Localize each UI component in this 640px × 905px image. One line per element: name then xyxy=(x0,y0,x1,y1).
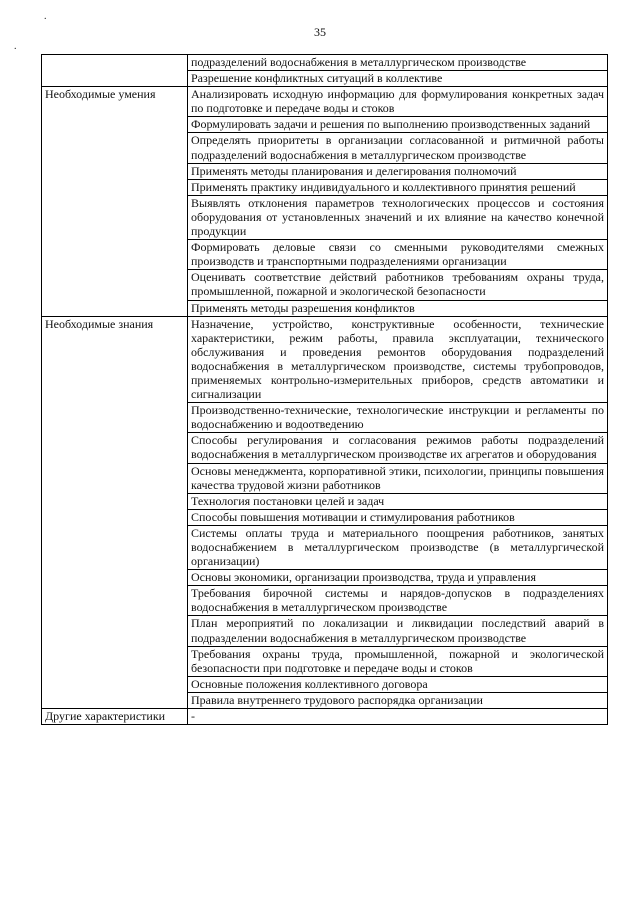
table-cell: Применять методы планирования и делегирования полномочий xyxy=(188,163,608,179)
page-number: 35 xyxy=(314,25,326,39)
table-cell: Формулировать задачи и решения по выполнению производственных заданий xyxy=(188,117,608,133)
row-header-skills: Необходимые умения xyxy=(42,87,188,316)
table-cell: подразделений водоснабжения в металлургическом производстве xyxy=(188,55,608,71)
table-row xyxy=(42,316,608,403)
table-cell: Основные положения коллективного договора xyxy=(188,676,608,692)
row-header-cell xyxy=(42,55,188,87)
table-row xyxy=(42,709,608,725)
table-cell: Системы оплаты труда и материального поощрения работников, занятых водоснабжением в металлургическом производстве (в металлургической организации) xyxy=(188,525,608,569)
table-cell: Способы повышения мотивации и стимулирования работников xyxy=(188,509,608,525)
table-cell: Требования бирочной системы и нарядов-допусков в подразделениях водоснабжения в металлургическом производстве xyxy=(188,586,608,616)
table-cell: Анализировать исходную информацию для формулирования конкретных задач по подготовке и передаче воды и стоков xyxy=(188,87,608,117)
table-cell: Выявлять отклонения параметров технологических процессов и состояния оборудования от установленных значений и их влияние на качество конечной продукции xyxy=(188,195,608,239)
row-header-knowledge: Необходимые знания xyxy=(42,316,188,708)
table-row xyxy=(42,87,608,117)
table-cell: - xyxy=(188,709,608,725)
table-cell: Разрешение конфликтных ситуаций в коллективе xyxy=(188,71,608,87)
table-cell: Определять приоритеты в организации согласованной и ритмичной работы подразделений водоснабжения в металлургическом производстве xyxy=(188,133,608,163)
table-cell: Правила внутреннего трудового распорядка организации xyxy=(188,692,608,708)
table-cell: Производственно-технические, технологические инструкции и регламенты по водоснабжению и водоотведению xyxy=(188,403,608,433)
table-cell: Основы экономики, организации производства, труда и управления xyxy=(188,570,608,586)
table-cell: Технология постановки целей и задач xyxy=(188,493,608,509)
table-row xyxy=(42,55,608,71)
row-header-other: Другие характеристики xyxy=(42,709,188,725)
table-cell: Формировать деловые связи со сменными руководителями смежных производств и транспортными подразделениями организации xyxy=(188,240,608,270)
table-cell: Назначение, устройство, конструктивные особенности, технические характеристики, режим работы, правила эксплуатации, технического обслуживания и проведения ремонтов оборудования подразделений водоснабжения в металлургическом производстве, системы трубопроводов, применяемых контрольно-измерительных приборов, средств автоматики и сигнализации xyxy=(188,316,608,403)
table-cell: Оценивать соответствие действий работников требованиям охраны труда, промышленной, пожарной и экологической безопасности xyxy=(188,270,608,300)
table-cell: План мероприятий по локализации и ликвидации последствий аварий в подразделении водоснабжения в металлургическом производстве xyxy=(188,616,608,646)
table-cell: Основы менеджмента, корпоративной этики, психологии, принципы повышения качества трудовой жизни работников xyxy=(188,463,608,493)
table-cell: Применять методы разрешения конфликтов xyxy=(188,300,608,316)
table-cell: Требования охраны труда, промышленной, пожарной и экологической безопасности при подготовке и передаче воды и стоков xyxy=(188,646,608,676)
margin-mark: . xyxy=(14,41,17,52)
requirements-table xyxy=(41,54,608,725)
margin-mark: . xyxy=(44,11,47,22)
table-cell: Применять практику индивидуального и коллективного принятия решений xyxy=(188,179,608,195)
table-cell: Способы регулирования и согласования режимов работы подразделений водоснабжения в металлургическом производстве их агрегатов и оборудования xyxy=(188,433,608,463)
